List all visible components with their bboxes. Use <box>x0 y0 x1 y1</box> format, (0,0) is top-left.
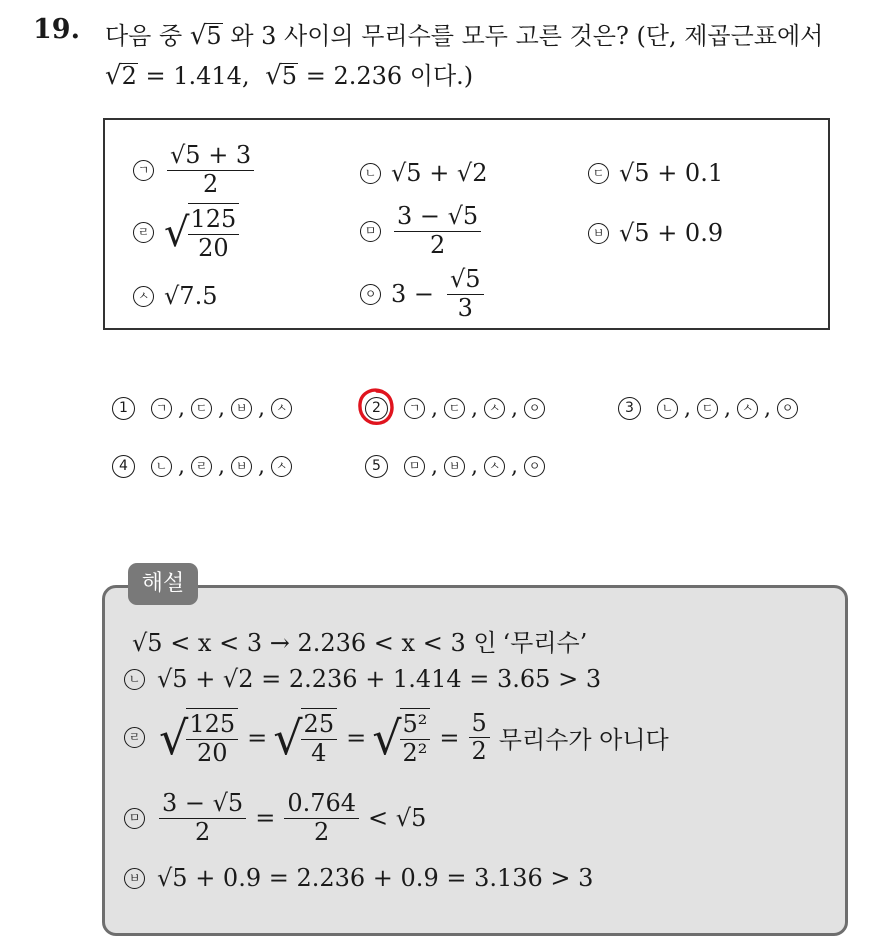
solution-line-3 <box>124 708 669 767</box>
solution-sqrt-3: √ $\frac{\text{5²}}{\text{2²}}$ <box>372 708 433 767</box>
option-fraction: $\frac{√5 + 3}{2}$ <box>167 142 254 198</box>
solution-mark-rieul: ㄹ <box>124 727 145 748</box>
solution-tag: 해설 <box>128 563 198 605</box>
option-ieung <box>360 266 487 322</box>
choice-item: ㄹ <box>191 456 212 477</box>
choice-5[interactable]: 5 ㅁ , ㅂ , ㅅ , ㅇ <box>365 454 545 479</box>
choice-item: ㄴ <box>151 456 172 477</box>
solution-line-4 <box>124 790 426 846</box>
option-mark: ㅂ <box>588 223 609 244</box>
sqrt-five-value: = 2.236 이다.) <box>305 62 474 90</box>
choice-item: ㅂ <box>231 456 252 477</box>
option-bieup <box>588 219 723 247</box>
sqrt-five-2: √5 <box>265 61 298 91</box>
option-rieul <box>133 203 242 262</box>
choice-item: ㄴ <box>657 398 678 419</box>
choice-number: 5 <box>365 455 388 478</box>
choice-item: ㅂ <box>231 398 252 419</box>
solution-mark-nieun: ㄴ <box>124 669 145 690</box>
choice-item: ㅇ <box>524 398 545 419</box>
choice-item: ㅂ <box>444 456 465 477</box>
option-mark: ㅅ <box>133 286 154 307</box>
choice-2[interactable]: 2 ㄱ , ㄷ , ㅅ , ㅇ <box>365 396 545 421</box>
choice-number: 4 <box>112 455 135 478</box>
choice-item: ㅁ <box>404 456 425 477</box>
option-expression: √5 + 0.9 <box>619 219 724 247</box>
solution-equals: = <box>439 723 460 752</box>
sqrt-two: √2 <box>105 61 137 91</box>
option-lead: 3 − <box>391 280 435 309</box>
option-expression: √7.5 <box>164 282 218 310</box>
choice-item: ㅅ <box>737 398 758 419</box>
question-line-1 <box>105 16 823 51</box>
question-text-rest: 와 3 사이의 무리수를 모두 고른 것은? (단, 제곱근표에서 <box>230 22 824 50</box>
option-mark: ㄱ <box>133 160 154 181</box>
solution-keyword: ‘무리수’ <box>502 629 588 657</box>
sqrt-two-value: = 1.414, <box>145 62 250 90</box>
choice-1[interactable]: 1 ㄱ , ㄷ , ㅂ , ㅅ <box>112 396 292 421</box>
solution-fraction: $\frac{3 - √5}{2}$ <box>159 790 246 846</box>
choice-item: ㅇ <box>777 398 798 419</box>
choice-3[interactable]: 3 ㄴ , ㄷ , ㅅ , ㅇ <box>618 396 798 421</box>
choice-item: ㅅ <box>271 398 292 419</box>
option-mieum <box>360 203 484 259</box>
choice-item: ㄷ <box>191 398 212 419</box>
option-sqrt-fraction: √ $\frac{125}{20}$ <box>164 203 242 262</box>
question-number: 19. <box>33 14 80 45</box>
choice-number: 3 <box>618 397 641 420</box>
option-siot <box>133 282 217 310</box>
choice-item: ㄷ <box>697 398 718 419</box>
sqrt-five: √5 <box>189 21 222 51</box>
choice-item: ㄱ <box>151 398 172 419</box>
option-mark: ㄹ <box>133 222 154 243</box>
option-expression: √5 + 0.1 <box>619 159 724 187</box>
solution-comparison: < √5 <box>368 804 427 833</box>
solution-inequality: √5 < x < 3 → 2.236 < x < 3 인 <box>132 629 497 657</box>
solution-note: 무리수가 아니다 <box>498 726 669 755</box>
choice-item: ㅇ <box>524 456 545 477</box>
choice-number: 2 <box>365 397 388 420</box>
solution-line-1 <box>132 623 587 658</box>
option-giyeok <box>133 142 257 198</box>
solution-sqrt-2: √ $\frac{25}{4}$ <box>273 708 340 767</box>
solution-expression: √5 + √2 = 2.236 + 1.414 = 3.65 > 3 <box>157 665 602 693</box>
option-fraction: $\frac{3 - √5}{2}$ <box>394 203 481 259</box>
solution-expression: √5 + 0.9 = 2.236 + 0.9 = 3.136 > 3 <box>157 864 594 892</box>
solution-mark-mieum: ㅁ <box>124 808 145 829</box>
solution-line-2 <box>124 665 601 693</box>
option-nieun <box>360 159 488 187</box>
solution-line-5 <box>124 864 593 892</box>
solution-equals: = <box>247 723 268 752</box>
solution-sqrt-1: √ $\frac{125}{20}$ <box>159 708 241 767</box>
option-digeut <box>588 159 723 187</box>
choice-number: 1 <box>112 397 135 420</box>
option-mark: ㄴ <box>360 163 381 184</box>
choice-item: ㄱ <box>404 398 425 419</box>
solution-equals: = <box>255 804 276 833</box>
solution-equals: = <box>346 723 367 752</box>
solution-fraction: $\frac{5}{2}$ <box>469 710 490 766</box>
option-fraction: $\frac{√5}{3}$ <box>447 266 484 322</box>
solution-mark-bieup: ㅂ <box>124 868 145 889</box>
option-mark: ㅁ <box>360 221 381 242</box>
choice-item: ㄷ <box>444 398 465 419</box>
choice-item: ㅅ <box>484 398 505 419</box>
option-expression: √5 + √2 <box>391 159 488 187</box>
option-mark: ㄷ <box>588 163 609 184</box>
choice-item: ㅅ <box>271 456 292 477</box>
option-mark: ㅇ <box>360 284 381 305</box>
question-text: 다음 중 <box>105 22 183 50</box>
choice-item: ㅅ <box>484 456 505 477</box>
solution-fraction: $\frac{0.764}{2}$ <box>284 790 359 846</box>
choice-4[interactable]: 4 ㄴ , ㄹ , ㅂ , ㅅ <box>112 454 292 479</box>
question-line-2 <box>105 56 473 91</box>
